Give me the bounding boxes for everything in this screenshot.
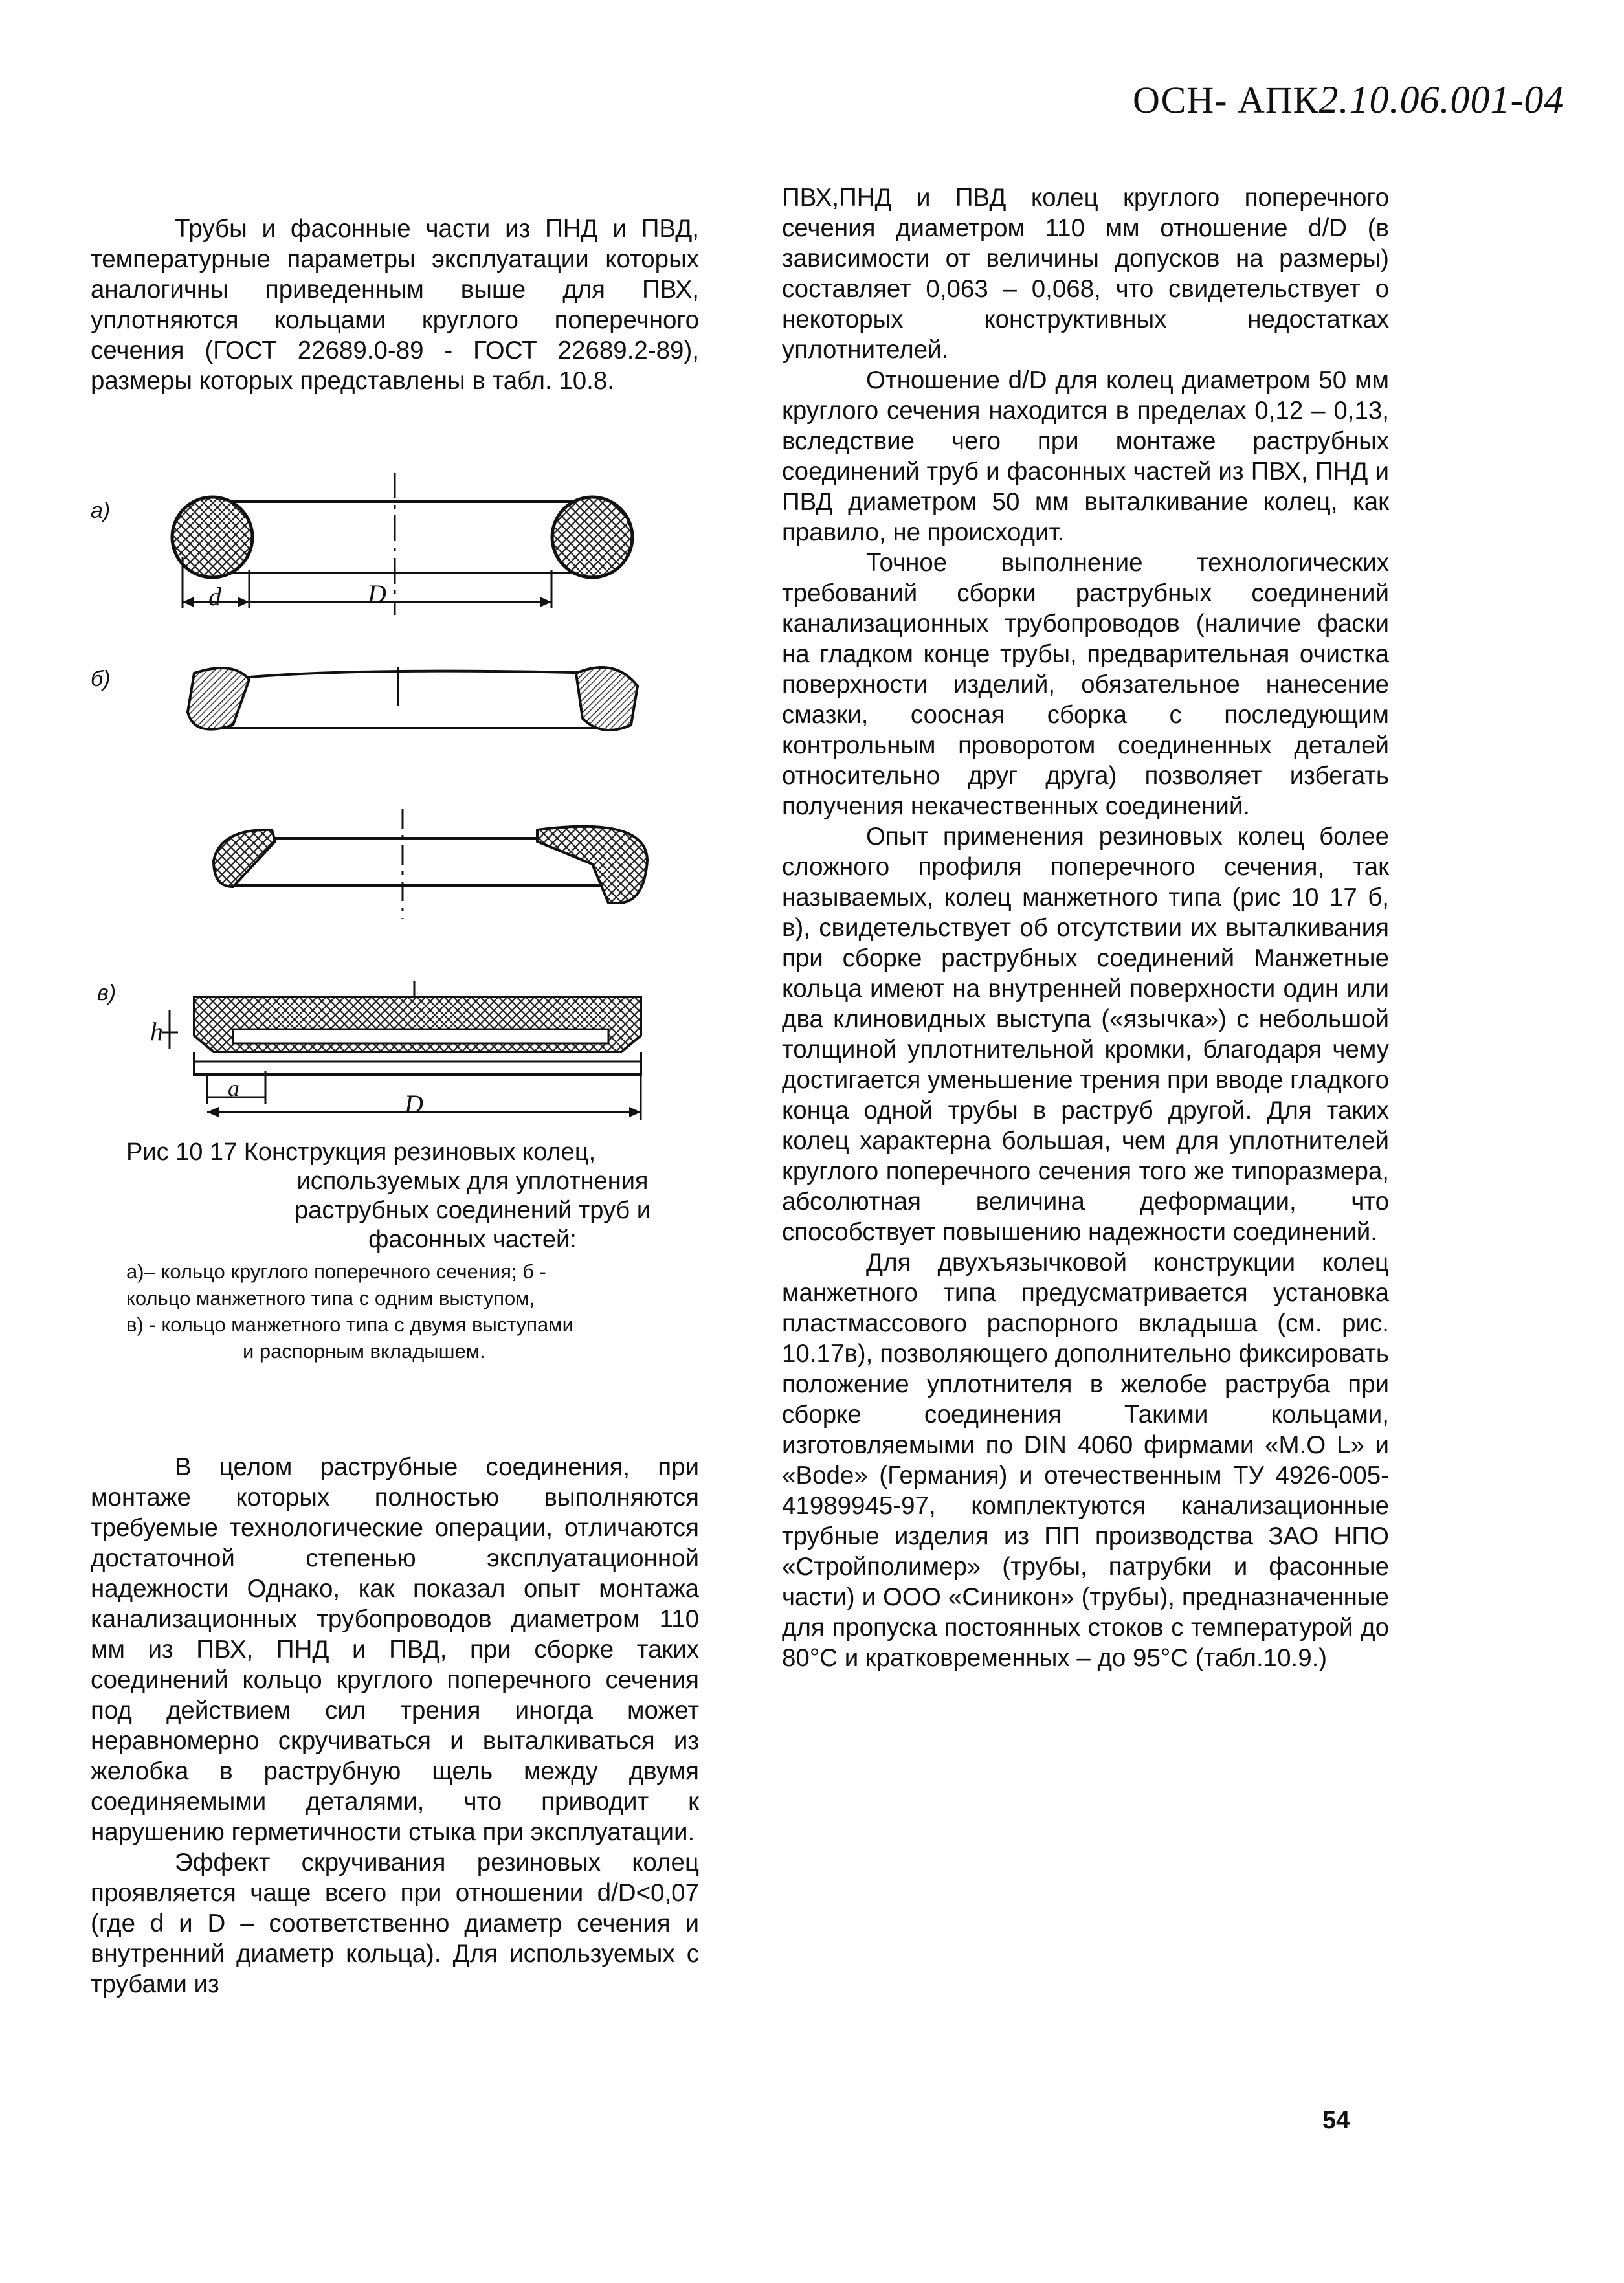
caption-legend-line-1: а)– кольцо круглого поперечного сечения; б -	[126, 1260, 546, 1283]
figure-label-v: в)	[97, 981, 117, 1005]
document-code-handwritten: 2.10.06.001-04	[1318, 78, 1564, 121]
ring-b2-drawing	[214, 809, 647, 919]
figure-label-b: б)	[91, 667, 111, 691]
ring-b2-right-section	[537, 827, 647, 903]
caption-legend	[126, 1258, 696, 1364]
caption-line-3: раструбных соединений труб и	[295, 1197, 651, 1224]
caption-legend-line-2: кольцо манжетного типа с одним выступом,	[126, 1287, 535, 1309]
caption-legend-line-4: и распорным вкладышем.	[243, 1340, 485, 1363]
figure-caption	[126, 1138, 696, 1364]
dimension-D-label-c: D	[405, 1089, 423, 1119]
caption-line-1: Рис 10 17 Конструкция резиновых колец,	[126, 1139, 596, 1166]
left-paragraph-1: Трубы и фасонные части из ПНД и ПВД, температурные параметры эксплуатации которых аналогичны приведенным выше для ПВХ, уплотняются кольцами круглого поперечного сечения (ГОСТ 22689.0-89 - ГОСТ 22689.2-89), размеры которых представлены в табл. 10.8.	[91, 215, 699, 395]
caption-legend-line-3: в) - кольцо манжетного типа с двумя выступами	[126, 1313, 573, 1336]
figure-label-a: а)	[91, 498, 111, 523]
ring-b-left-section	[188, 668, 249, 729]
left-paragraph-3: Эффект скручивания резиновых колец проявляется чаще всего при отношении d/D<0,07 (где d и D – соответственно диаметр сечения и внутренний диаметр кольца). Для используемых с трубами из	[91, 1849, 699, 1998]
document-code-printed: ОСН- АПК	[1133, 79, 1319, 121]
dimension-h-label: h	[150, 1017, 163, 1046]
left-paragraph-2: В целом раструбные соединения, при монтаже которых полностью выполняются требуемые технологические операции, отличаются достаточной степенью эксплуатационной надежности Однако, как показал опыт монтажа канализационных трубопроводов диаметром 110 мм из ПВХ, ПНД и ПВД, при сборке таких соединений кольцо круглого поперечного сечения под действием сил трения иногда может неравномерно скручиваться и выталкиваться из желобка в раструбную щель между двумя соединяемыми деталями, что приводит к нарушению герметичности стыка при эксплуатации.	[91, 1453, 699, 1846]
dimension-a-label: a	[228, 1075, 239, 1101]
ring-c-spacer-insert	[233, 1029, 608, 1043]
ring-a-drawing	[172, 473, 632, 615]
caption-line-2: используемых для уплотнения	[296, 1168, 649, 1195]
right-column	[782, 183, 1389, 1673]
right-paragraph-2: Отношение d/D для колец диаметром 50 мм круглого сечения находится в пределах 0,12 – 0,13, вследствие чего при монтаже раструбных соединений труб и фасонных частей из ПВХ, ПНД и ПВД диаметром 50 мм выталкивание колец, как правило, не происходит.	[782, 366, 1389, 546]
dimension-D-label-a: D	[368, 579, 386, 608]
ring-a-right-section	[552, 497, 632, 577]
dimension-d-label: d	[208, 582, 221, 611]
page-number: 54	[1322, 2107, 1350, 2134]
right-paragraph-4: Опыт применения резиновых колец более сложного профиля поперечного сечения, так называемых, колец манжетного типа (рис 10 17 б, в), свидетельствует об отсутствии их выталкивания при сборке раструбных соединений Манжетные кольца имеют на внутренней поверхности один или два клиновидных выступа («язычка») с небольшой толщиной уплотнительной кромки, благодаря чему достигается уменьшение трения при вводе гладкого конца одной трубы в раструб другой. Для таких колец характерна большая, чем для уплотнителей круглого поперечного сечения того же типоразмера, абсолютная величина деформации, что способствует повышению надежности соединений.	[782, 823, 1389, 1246]
ring-b2-left-section	[214, 830, 275, 887]
ring-b-right-section	[576, 667, 638, 730]
left-column-bottom	[91, 1452, 699, 1999]
ring-a-left-section	[172, 497, 252, 577]
right-paragraph-1: ПВХ,ПНД и ПВД колец круглого поперечного сечения диаметром 110 мм отношение d/D (в зависимости от величины допусков на размеры) составляет 0,063 – 0,068, что свидетельствует о некоторых конструктивных недостатках уплотнителей.	[782, 184, 1389, 364]
right-paragraph-5: Для двухъязычковой конструкции колец манжетного типа предусматривается установка пластмассового распорного вкладыша (см. рис. 10.17в), позволяющего дополнительно фиксировать положение уплотнителя в желобе раструба при сборке соединения Такими кольцами, изготовляемыми по DIN 4060 фирмами «M.O L» и «Bode» (Германия) и отечественным ТУ 4926-005-41989945-97, комплектуются канализационные трубные изделия из ПП производства ЗАО НПО «Стройполимер» (трубы, патрубки и фасонные части) и ООО «Синикон» (трубы), предназначенные для пропуска постоянных стоков с температурой до 80°С и кратковременных – до 95°С (табл.10.9.)	[782, 1249, 1389, 1672]
ring-b-drawing	[188, 667, 638, 730]
caption-line-4: фасонных частей:	[368, 1226, 577, 1253]
right-paragraph-3: Точное выполнение технологических требований сборки раструбных соединений канализационных трубопроводов (наличие фаски на гладком конце трубы, предварительная очистка поверхности изделий, обязательное нанесение смазки, соосная сборка с последующим контрольным проворотом соединенных деталей относительно друг друга) позволяет избегать получения некачественных соединений.	[782, 549, 1389, 820]
